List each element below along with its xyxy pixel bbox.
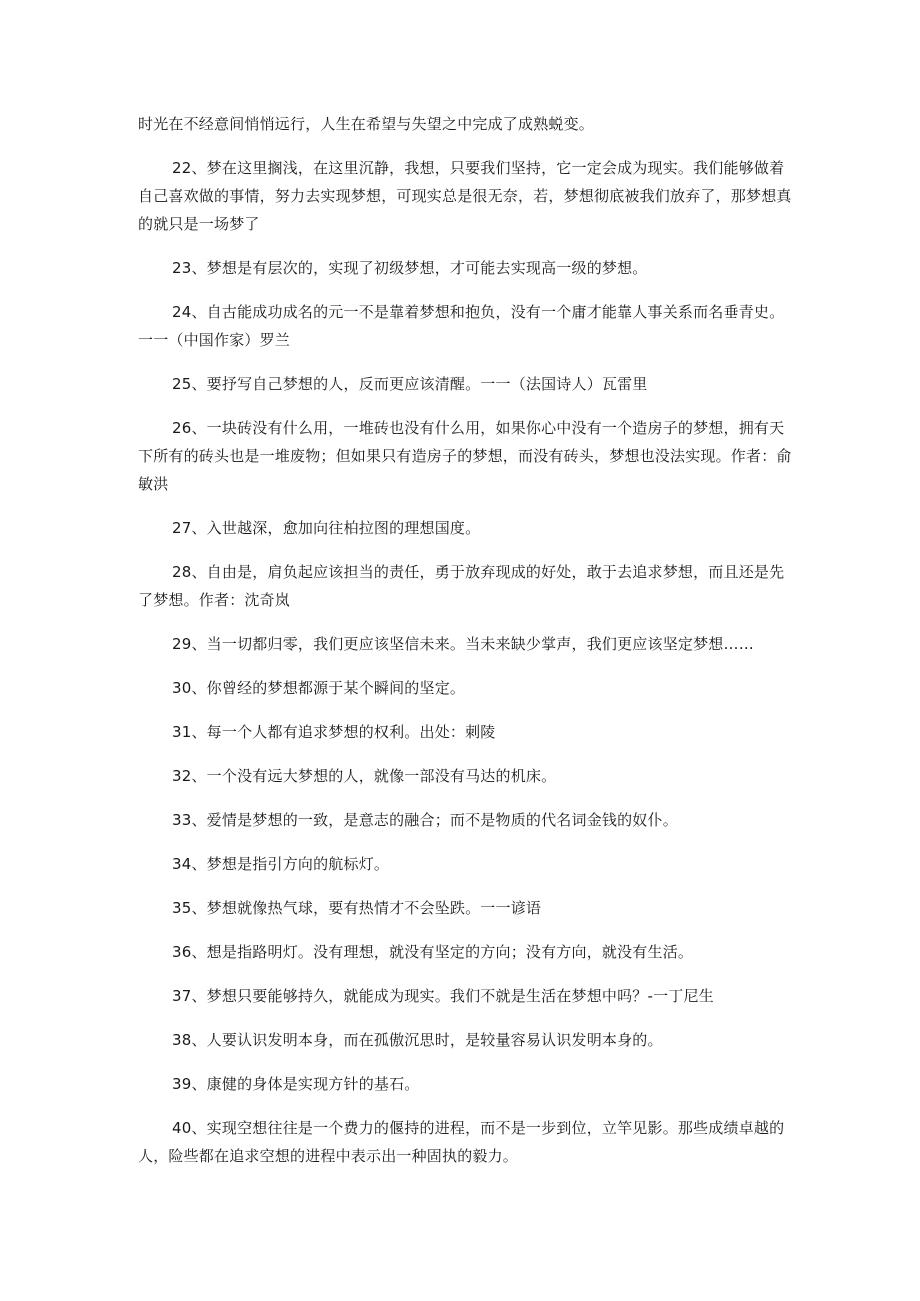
quote-25: 25、要抒写自己梦想的人，反而更应该清醒。一一（法国诗人）瓦雷里: [172, 375, 648, 393]
quote-22: 22、梦在这里搁浅，在这里沉静，我想，只要我们坚持，它一定会成为现实。我们能够做着自己喜欢做的事情，努力去实现梦想，可现实总是很无奈，若，梦想彻底被我们放弃了，那梦想真的就只是一场梦了: [138, 159, 792, 233]
quote-23: 23、梦想是有层次的，实现了初级梦想，才可能去实现高一级的梦想。: [172, 259, 648, 277]
document-page: [138, 110, 798, 1186]
quote-34: 34、梦想是指引方向的航标灯。: [172, 855, 390, 873]
quote-35: 35、梦想就像热气球，要有热情才不会坠跌。一一谚语: [172, 899, 542, 917]
lead-paragraph: 时光在不经意间悄悄远行，人生在希望与失望之中完成了成熟蜕变。: [138, 115, 595, 133]
quote-24: 24、自古能成功成名的元一不是靠着梦想和抱负，没有一个庸才能靠人事关系而名垂青史。一一（中国作家）罗兰: [138, 303, 785, 349]
quote-29: 29、当一切都归零，我们更应该坚信未来。当未来缺少掌声，我们更应该坚定梦想……: [172, 635, 754, 653]
quote-28: 28、自由是，肩负起应该担当的责任，勇于放弃现成的好处，敢于去追求梦想，而且还是先了梦想。作者：沈奇岚: [138, 563, 785, 609]
quote-31: 31、每一个人都有追求梦想的权利。出处：刺陵: [172, 723, 496, 741]
quote-40: 40、实现空想往往是一个费力的偃持的进程，而不是一步到位，立竿见影。那些成绩卓越的人，险些都在追求空想的进程中表示出一种固执的毅力。: [138, 1119, 785, 1165]
quote-30: 30、你曾经的梦想都源于某个瞬间的坚定。: [172, 679, 466, 697]
quote-37: 37、梦想只要能够持久，就能成为现实。我们不就是生活在梦想中吗？-一丁尼生: [172, 987, 714, 1005]
quote-36: 36、想是指路明灯。没有理想，就没有坚定的方向；没有方向，就没有生活。: [172, 943, 694, 961]
quote-39: 39、康健的身体是实现方针的基石。: [172, 1075, 420, 1093]
quote-32: 32、一个没有远大梦想的人，就像一部没有马达的机床。: [172, 767, 557, 785]
quote-27: 27、入世越深，愈加向往柏拉图的理想国度。: [172, 519, 481, 537]
quote-26: 26、一块砖没有什么用，一堆砖也没有什么用，如果你心中没有一个造房子的梦想，拥有天下所有的砖头也是一堆废物；但如果只有造房子的梦想，而没有砖头，梦想也没法实现。作者：俞敏洪: [138, 419, 792, 493]
quote-33: 33、爱情是梦想的一致，是意志的融合；而不是物质的代名词金钱的奴仆。: [172, 811, 678, 829]
quote-38: 38、人要认识发明本身，而在孤傲沉思时，是较量容易认识发明本身的。: [172, 1031, 663, 1049]
